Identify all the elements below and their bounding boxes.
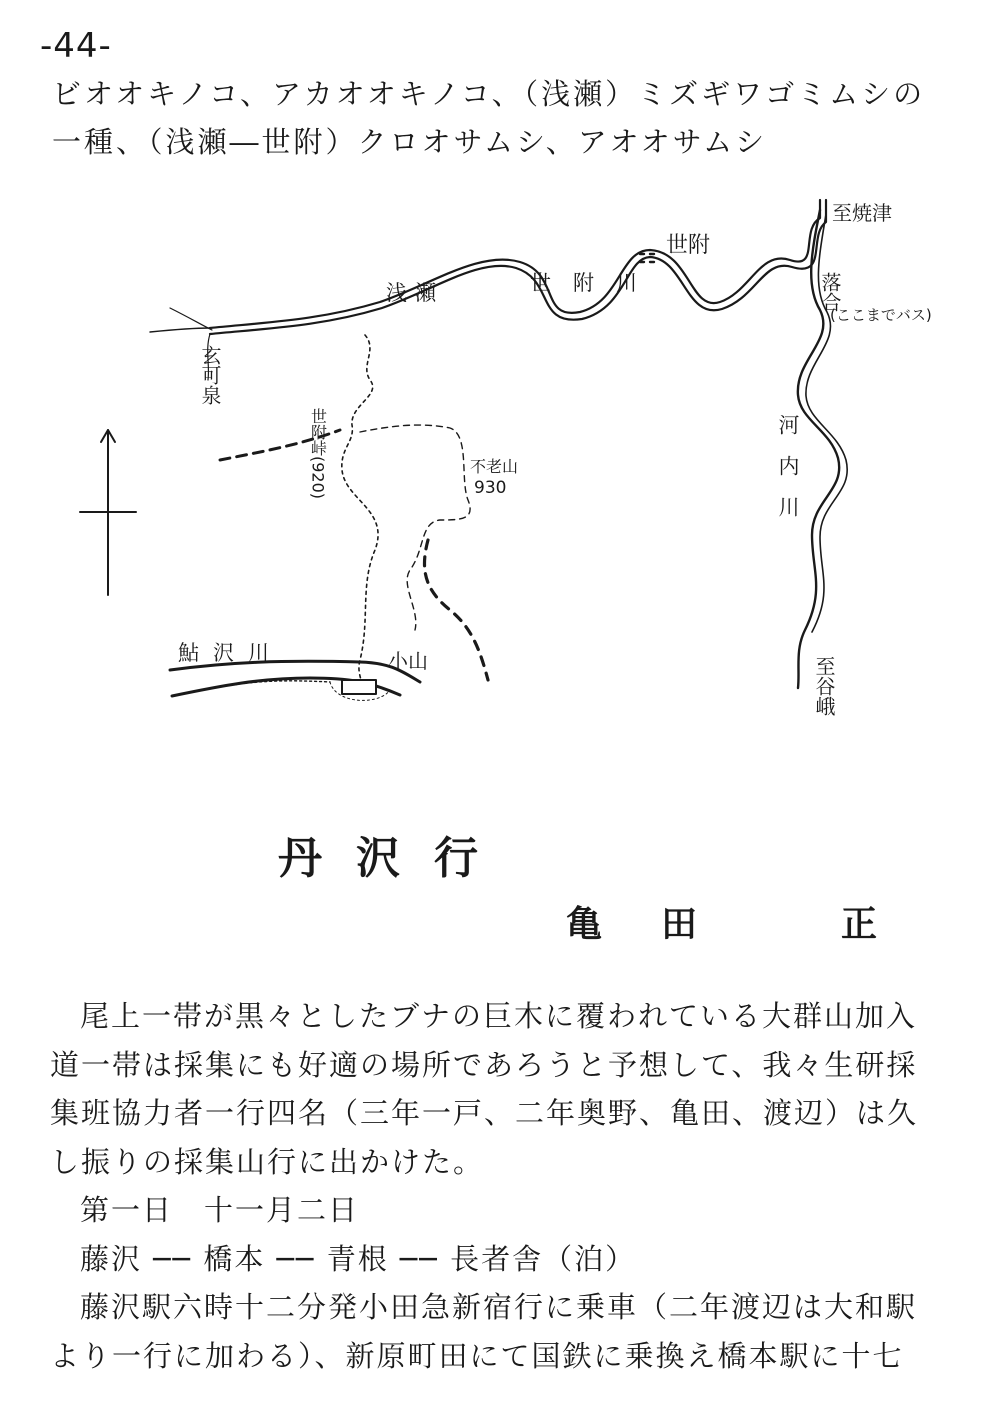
body-line: 第一日 十一月二日 xyxy=(80,1193,360,1227)
route-map xyxy=(60,190,960,720)
map-label-yozuku-river: 世附川 xyxy=(530,271,659,295)
map-label-to-yaga: 至谷峨 xyxy=(812,656,836,716)
map-label-genkuya: 玄可泉 xyxy=(198,345,222,405)
body-line: 集班協力者一行四名（三年一戸、二年奥野、亀田、渡辺）は久 xyxy=(50,1096,919,1130)
body-line: 尾上一帯が黒々としたブナの巨木に覆われている大群山加入 xyxy=(80,999,918,1033)
trail-dashed-thin xyxy=(360,425,470,630)
body-line: 道一帯は採集にも好適の場所であろうと予想して、我々生研採 xyxy=(50,1047,918,1082)
map-label-kouchi-river: 河内川 xyxy=(776,414,800,537)
route-map-svg xyxy=(60,190,960,720)
map-label-furou-elev: 930 xyxy=(474,478,507,498)
intro-line: ビオオキノコ、アカオオキノコ、（浅瀬）ミズギワゴミムシの xyxy=(52,77,926,111)
map-label-yozuku: 世附 xyxy=(666,233,711,258)
body-line: 藤沢駅六時十二分発小田急新宿行に乗車（二年渡辺は大和駅 xyxy=(80,1290,918,1324)
trail-dotted xyxy=(342,335,378,690)
railway-line xyxy=(220,681,330,687)
map-label-ochiai: 落合 xyxy=(818,272,842,312)
upstream-stream xyxy=(150,328,210,332)
body-line: し振りの採集山行に出かけた。 xyxy=(50,1144,485,1179)
map-label-ayusawa-river: 鮎沢川 xyxy=(178,641,283,665)
map-label-yozuku-pass: 世附峠(920) xyxy=(308,408,328,500)
body-line: 藤沢 ── 橋本 ── 青根 ── 長者舎（泊） xyxy=(80,1241,637,1276)
yozuku-river-line-inner xyxy=(210,200,826,334)
author-char: 田 xyxy=(661,903,698,945)
intro-line: 一種、（浅瀬―世附）クロオサムシ、アオオサムシ xyxy=(52,125,768,159)
intro-text xyxy=(52,70,962,166)
map-label-to-hatano: 至焼津 xyxy=(832,201,892,225)
map-label-oyama: 小山 xyxy=(388,649,428,673)
author-name xyxy=(566,896,877,947)
article-body xyxy=(50,992,930,1380)
body-line: より一行に加わる）、新原町田にて国鉄に乗換え橋本駅に十七 xyxy=(50,1338,904,1373)
author-char: 正 xyxy=(841,903,878,945)
article-title: 丹沢行 xyxy=(278,833,512,884)
trail-bold-dashed xyxy=(424,540,488,680)
map-label-asase: 浅瀬 xyxy=(386,281,444,305)
page-number: -44- xyxy=(40,26,112,66)
oyama-station-icon xyxy=(342,680,376,694)
map-label-bus-note: (ここまでバス) xyxy=(830,306,932,324)
author-char: 亀 xyxy=(566,903,603,945)
map-label-furou-san: 不老山 xyxy=(470,457,519,476)
upstream-stream xyxy=(170,308,212,330)
yozuku-river-line xyxy=(210,200,820,328)
